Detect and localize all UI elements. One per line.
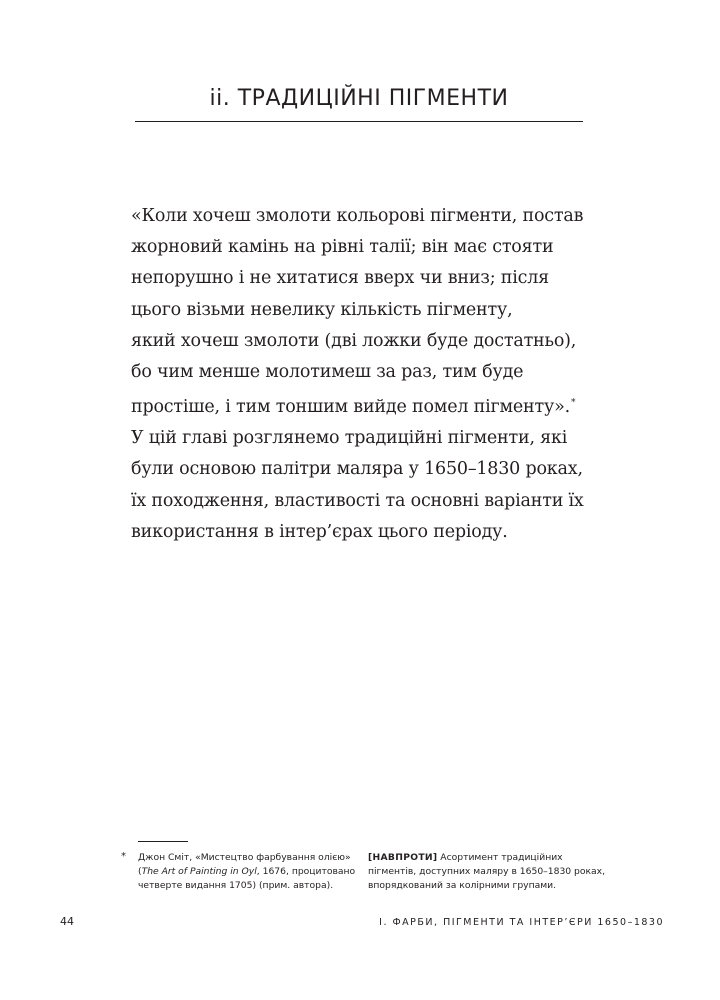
footnote-divider xyxy=(138,841,188,842)
caption-line: впорядкований за колірними групами. xyxy=(368,880,557,891)
body-line: «Коли хочеш змолоти кольорові пігменти, постав xyxy=(131,206,584,226)
body-line-text: простіше, і тим тоншим вийде помел пігменту». xyxy=(131,397,570,418)
body-line: використання в інтер’єрах цього періоду. xyxy=(131,521,508,542)
image-caption xyxy=(368,851,606,893)
body-line: були основою палітри маляра у 1650–1830 роках, xyxy=(131,459,583,480)
running-footer-title: I. ФАРБИ, ПІГМЕНТИ ТА ІНТЕР’ЄРИ 1650–1830 xyxy=(379,917,664,928)
chapter-title: ii. ТРАДИЦІЙНІ ПІГМЕНТИ xyxy=(209,86,509,111)
title-underline-divider xyxy=(135,121,583,122)
footnote-line: четверте видання 1705) (прим. автора). xyxy=(138,880,334,891)
body-line: цього візьми невелику кількість пігменту, xyxy=(131,299,513,320)
body-text xyxy=(131,201,601,548)
caption-tag: [НАВПРОТИ] xyxy=(368,852,438,863)
caption-line: пігментів, доступних маляру в 1650–1830 роках, xyxy=(368,866,606,877)
caption-line xyxy=(368,851,588,865)
footnote xyxy=(121,851,356,893)
body-line: який хочеш змолоти (дві ложки буде достатньо), xyxy=(131,330,577,351)
caption-line-text: Асортимент традиційних xyxy=(437,852,563,863)
footnote-line: Джон Сміт, «Мистецтво фарбування олією» xyxy=(138,852,351,863)
body-line: бо чим менше молотимеш за раз, тим буде xyxy=(131,362,524,383)
footnote-marker: * xyxy=(121,851,126,862)
footnote-reference-marker[interactable]: * xyxy=(570,398,576,409)
body-line: їх походження, властивості та основні варіанти їх xyxy=(131,490,584,511)
body-line: жорновий камінь на рівні талії; він має стояти xyxy=(131,237,554,258)
body-line: У цій главі розглянемо традиційні пігменти, які xyxy=(131,428,568,449)
footnote-line-rest: , 1676, процитовано xyxy=(256,866,356,877)
body-line-with-footnote xyxy=(131,388,601,423)
page-number: 44 xyxy=(60,915,74,928)
footnote-paren: ( xyxy=(138,866,142,877)
footnote-book-title: The Art of Painting in Oyl xyxy=(141,866,257,877)
footnote-text xyxy=(138,851,356,893)
footnote-line xyxy=(138,865,356,879)
body-line: непорушно і не хитатися вверх чи вниз; після xyxy=(131,268,549,289)
